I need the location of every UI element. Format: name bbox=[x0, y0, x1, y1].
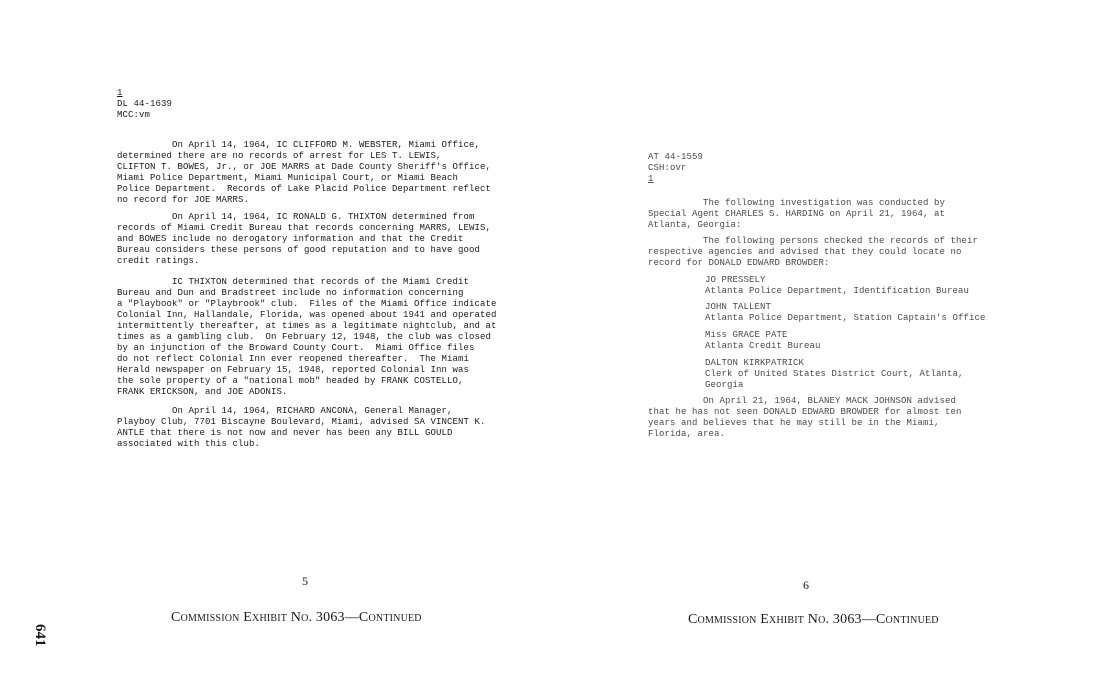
text-line: intermittently thereafter, at times as a legitimate nightclub, and at bbox=[117, 321, 497, 331]
text-line: determined there are no records of arrest for LES T. LEWIS, bbox=[117, 151, 442, 161]
left-paragraph-1 bbox=[117, 140, 491, 206]
text-line: FRANK ERICKSON, and JOE ADONIS. bbox=[117, 387, 288, 397]
text-line: The following investigation was conducted by bbox=[648, 198, 946, 208]
text-line: credit ratings. bbox=[117, 256, 200, 266]
text-line: years and believes that he may still be in the Miami, bbox=[648, 418, 940, 428]
text-line: records of Miami Credit Bureau that records concerning MARRS, LEWIS, bbox=[117, 223, 492, 233]
text-line: On April 14, 1964, RICHARD ANCONA, General Manager, bbox=[117, 406, 453, 416]
text-line: Special Agent CHARLES S. HARDING on April 21, 1964, at bbox=[648, 209, 946, 219]
text-line: IC THIXTON determined that records of the Miami Credit bbox=[117, 277, 470, 287]
text-line: The following persons checked the records of their bbox=[648, 236, 979, 246]
text-line: and BOWES include no derogatory information and that the Credit bbox=[117, 234, 464, 244]
person-name: JO PRESSELY bbox=[705, 275, 766, 285]
person-agency: Clerk of United States District Court, Atlanta, bbox=[705, 369, 964, 379]
left-page-number: 5 bbox=[302, 574, 308, 588]
right-page-number: 6 bbox=[803, 578, 809, 592]
right-header-line-1: AT 44-1559 bbox=[648, 152, 704, 162]
person-name: JOHN TALLENT bbox=[705, 302, 772, 312]
text-line: Bureau and Dun and Bradstreet include no information concerning bbox=[117, 288, 464, 298]
text-line: CLIFTON T. BOWES, Jr., or JOE MARRS at Dade County Sheriff's Office, bbox=[117, 162, 492, 172]
text-line: Miami Police Department, Miami Municipal Court, or Miami Beach bbox=[117, 173, 459, 183]
margin-page-number: 641 bbox=[32, 624, 48, 647]
person-name: Miss GRACE PATE bbox=[705, 330, 788, 340]
text-line: record for DONALD EDWARD BROWDER: bbox=[648, 258, 830, 268]
left-header-line-2: DL 44-1639 bbox=[117, 99, 173, 109]
right-header-line-2: CSH:ovr bbox=[648, 163, 687, 173]
text-line: Florida, area. bbox=[648, 429, 726, 439]
right-page-header bbox=[648, 152, 703, 185]
text-line: Playboy Club, 7701 Biscayne Boulevard, Miami, advised SA VINCENT K. bbox=[117, 417, 486, 427]
person-entry-2 bbox=[705, 302, 986, 324]
left-paragraph-3 bbox=[117, 277, 497, 398]
right-caption-text: Commission Exhibit No. 3063—Continued bbox=[688, 612, 939, 627]
left-page-header bbox=[117, 88, 172, 121]
text-line: Herald newspaper on February 15, 1948, reported Colonial Inn was bbox=[117, 365, 470, 375]
text-line: ANTLE that there is not now and never has been any BILL GOULD bbox=[117, 428, 453, 438]
person-name: DALTON KIRKPATRICK bbox=[705, 358, 805, 368]
person-agency: Atlanta Police Department, Identification Bureau bbox=[705, 286, 970, 296]
text-line: the sole property of a "national mob" headed by FRANK COSTELLO, bbox=[117, 376, 464, 386]
right-closing-paragraph bbox=[648, 396, 962, 440]
text-line: respective agencies and advised that they could locate no bbox=[648, 247, 962, 257]
text-line: a "Playbook" or "Playbrook" club. Files of the Miami Office indicate bbox=[117, 299, 497, 309]
right-paragraph-2 bbox=[648, 236, 978, 269]
left-caption-text: Commission Exhibit No. 3063—Continued bbox=[171, 610, 422, 625]
text-line: that he has not seen DONALD EDWARD BROWDER for almost ten bbox=[648, 407, 962, 417]
left-caption bbox=[171, 610, 422, 626]
text-line: Colonial Inn, Hallandale, Florida, was opened about 1941 and operated bbox=[117, 310, 497, 320]
left-paragraph-2 bbox=[117, 212, 491, 267]
left-paragraph-4 bbox=[117, 406, 486, 450]
right-header-line-3: 1 bbox=[648, 174, 654, 184]
text-line: Bureau considers these persons of good reputation and to have good bbox=[117, 245, 481, 255]
person-agency: Atlanta Credit Bureau bbox=[705, 341, 821, 351]
right-paragraph-1 bbox=[648, 198, 945, 231]
person-entry-3 bbox=[705, 330, 821, 352]
text-line: associated with this club. bbox=[117, 439, 261, 449]
person-entry-1 bbox=[705, 275, 969, 297]
text-line: no record for JOE MARRS. bbox=[117, 195, 250, 205]
text-line: Police Department. Records of Lake Placid Police Department reflect bbox=[117, 184, 492, 194]
text-line: On April 14, 1964, IC CLIFFORD M. WEBSTER, Miami Office, bbox=[117, 140, 481, 150]
person-entry-4 bbox=[705, 358, 964, 391]
left-header-line-3: MCC:vm bbox=[117, 110, 151, 120]
text-line: Atlanta, Georgia: bbox=[648, 220, 742, 230]
text-line: by an injunction of the Broward County Court. Miami Office files bbox=[117, 343, 475, 353]
person-agency: Atlanta Police Department, Station Captain's Office bbox=[705, 313, 986, 323]
left-header-line-1: 1 bbox=[117, 88, 123, 98]
right-caption bbox=[688, 612, 939, 628]
text-line: On April 14, 1964, IC RONALD G. THIXTON determined from bbox=[117, 212, 475, 222]
text-line: On April 21, 1964, BLANEY MACK JOHNSON advised bbox=[648, 396, 957, 406]
text-line: times as a gambling club. On February 12, 1948, the club was closed bbox=[117, 332, 492, 342]
person-agency: Georgia bbox=[705, 380, 744, 390]
text-line: do not reflect Colonial Inn ever reopened thereafter. The Miami bbox=[117, 354, 470, 364]
